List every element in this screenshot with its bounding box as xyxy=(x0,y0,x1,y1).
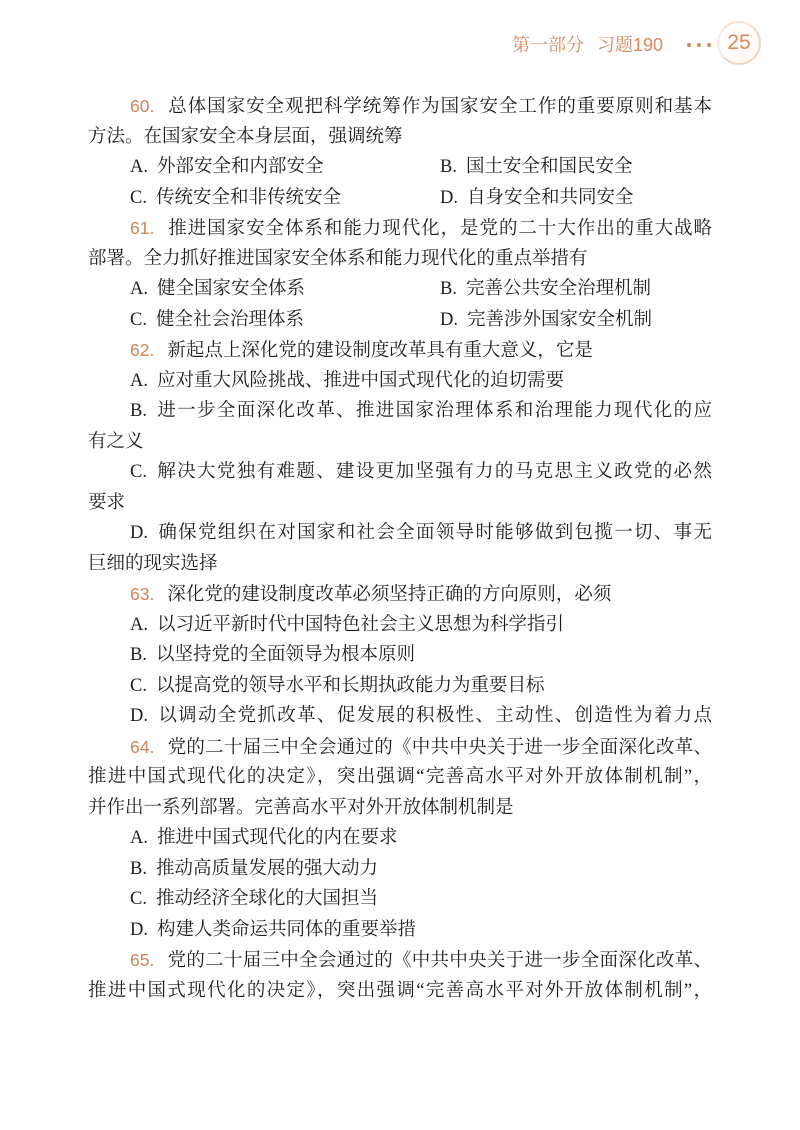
option-d-continuation xyxy=(88,549,712,580)
option-text: 健全国家安全体系 xyxy=(157,279,306,299)
question-number: 61. xyxy=(130,218,155,238)
option-text: 以调动全党抓改革、促发展的积极性、主动性、创造性为着力点 xyxy=(157,706,712,726)
option-a xyxy=(88,823,712,854)
option-text: 以习近平新时代中国特色社会主义思想为科学指引 xyxy=(157,614,565,635)
option-label: C. xyxy=(130,462,147,482)
option-text: 应对重大风险挑战、推进中国式现代化的迫切需要 xyxy=(157,370,565,391)
question-number: 64. xyxy=(130,736,155,757)
question-60-options-row xyxy=(88,183,712,214)
option-a xyxy=(130,152,324,183)
option-b xyxy=(88,640,712,671)
option-b xyxy=(440,152,632,183)
question-64-stem-line xyxy=(88,762,712,793)
question-60-stem-line xyxy=(88,122,712,153)
question-60-stem-line xyxy=(88,91,712,122)
option-a xyxy=(88,366,712,397)
question-61-options-row xyxy=(88,274,712,305)
stem-text: 党的二十届三中全会通过的《中共中央关于进一步全面深化改革、 xyxy=(167,951,712,971)
option-text: 巨细的现实选择 xyxy=(88,553,218,574)
decorative-dot-icon xyxy=(687,43,691,47)
option-label: D. xyxy=(440,187,458,208)
stem-text: 推进中国式现代化的决定》，突出强调“完善高水平对外开放体制机制”， xyxy=(88,767,712,787)
option-c-continuation xyxy=(88,488,712,519)
option-label: D. xyxy=(440,309,458,330)
option-d xyxy=(440,305,652,336)
option-c xyxy=(88,457,712,488)
option-label: B. xyxy=(440,157,457,177)
question-number: 65. xyxy=(130,950,155,970)
option-label: C. xyxy=(130,675,147,696)
option-text: 完善公共安全治理机制 xyxy=(465,279,651,299)
option-a xyxy=(88,610,712,641)
option-label: C. xyxy=(130,187,147,208)
option-d xyxy=(88,518,712,549)
option-a xyxy=(130,274,305,305)
question-list xyxy=(88,91,712,1006)
option-label: B. xyxy=(440,279,457,299)
option-text: 完善涉外国家安全机制 xyxy=(467,309,653,330)
option-label: A. xyxy=(130,828,148,848)
option-text: 构建人类命运共同体的重要举措 xyxy=(157,919,417,940)
exercise-title: 习题190 xyxy=(597,35,664,55)
option-text: 以提高党的领导水平和长期执政能力为重要目标 xyxy=(155,675,545,696)
option-text: 健全社会治理体系 xyxy=(155,309,304,330)
stem-text: 党的二十届三中全会通过的《中共中央关于进一步全面深化改革、 xyxy=(167,737,712,758)
decorative-dot-icon xyxy=(697,43,701,47)
question-number: 60. xyxy=(130,96,155,116)
option-b xyxy=(88,854,712,885)
stem-text: 并作出一系列部署。完善高水平对外开放体制机制是 xyxy=(88,797,514,818)
option-label: B. xyxy=(130,645,147,665)
question-number: 62. xyxy=(130,340,155,360)
option-b-continuation xyxy=(88,427,712,458)
question-60-options-row xyxy=(88,152,712,183)
option-c xyxy=(88,671,712,702)
page-number: 25 xyxy=(717,21,761,65)
option-text: 解决大党独有难题、建设更加坚强有力的马克思主义政党的必然 xyxy=(155,462,712,482)
option-label: A. xyxy=(130,157,148,177)
option-label: A. xyxy=(130,279,148,299)
stem-text: 推进国家安全体系和能力现代化，是党的二十大作出的重大战略 xyxy=(167,219,712,239)
question-number: 63. xyxy=(130,584,155,604)
option-c xyxy=(130,183,341,214)
option-text: 推动高质量发展的强大动力 xyxy=(155,858,378,879)
stem-text: 新起点上深化党的建设制度改革具有重大意义，它是 xyxy=(167,341,593,361)
option-text: 自身安全和共同安全 xyxy=(467,187,634,208)
question-64-stem-line xyxy=(88,793,712,824)
option-c xyxy=(88,884,712,915)
option-label: B. xyxy=(130,401,147,421)
option-label: C. xyxy=(130,309,147,330)
option-text: 国土安全和国民安全 xyxy=(465,157,633,177)
decorative-dot-icon xyxy=(707,43,711,47)
option-text: 要求 xyxy=(88,492,126,513)
stem-text: 部署。全力抓好推进国家安全体系和能力现代化的重点举措有 xyxy=(88,248,588,269)
option-d xyxy=(440,183,634,214)
question-61-stem-line xyxy=(88,213,712,244)
option-text: 确保党组织在对国家和社会全面领导时能够做到包揽一切、事无 xyxy=(157,523,712,543)
question-64-stem-line xyxy=(88,732,712,763)
option-label: D. xyxy=(130,919,148,940)
option-text: 进一步全面深化改革、推进国家治理体系和治理能力现代化的应 xyxy=(155,401,712,421)
stem-text: 推进中国式现代化的决定》，突出强调“完善高水平对外开放体制机制”， xyxy=(88,980,712,1001)
section-title: 第一部分 xyxy=(512,35,584,55)
option-b xyxy=(440,274,651,305)
question-63-stem-line xyxy=(88,579,712,610)
question-62-stem-line xyxy=(88,335,712,366)
question-65-stem-line xyxy=(88,976,712,1007)
option-text: 外部安全和内部安全 xyxy=(157,157,324,177)
option-label: A. xyxy=(130,370,148,391)
option-text: 以坚持党的全面领导为根本原则 xyxy=(155,645,415,665)
option-d xyxy=(88,701,712,732)
question-65-stem-line xyxy=(88,945,712,976)
stem-text: 方法。在国家安全本身层面，强调统筹 xyxy=(88,126,403,147)
option-label: A. xyxy=(130,614,148,635)
option-label: D. xyxy=(130,523,148,543)
option-label: D. xyxy=(130,706,148,726)
option-label: C. xyxy=(130,889,147,909)
question-61-options-row xyxy=(88,305,712,336)
option-c xyxy=(130,305,304,336)
stem-text: 深化党的建设制度改革必须坚持正确的方向原则，必须 xyxy=(167,585,612,605)
option-d xyxy=(88,915,712,946)
option-label: B. xyxy=(130,858,147,879)
question-61-stem-line xyxy=(88,244,712,275)
option-text: 推动经济全球化的大国担当 xyxy=(155,889,378,909)
option-text: 传统安全和非传统安全 xyxy=(155,187,341,208)
option-text: 推进中国式现代化的内在要求 xyxy=(157,828,398,848)
option-b xyxy=(88,396,712,427)
stem-text: 总体国家安全观把科学统筹作为国家安全工作的重要原则和基本 xyxy=(167,97,712,117)
option-text: 有之义 xyxy=(88,431,144,452)
